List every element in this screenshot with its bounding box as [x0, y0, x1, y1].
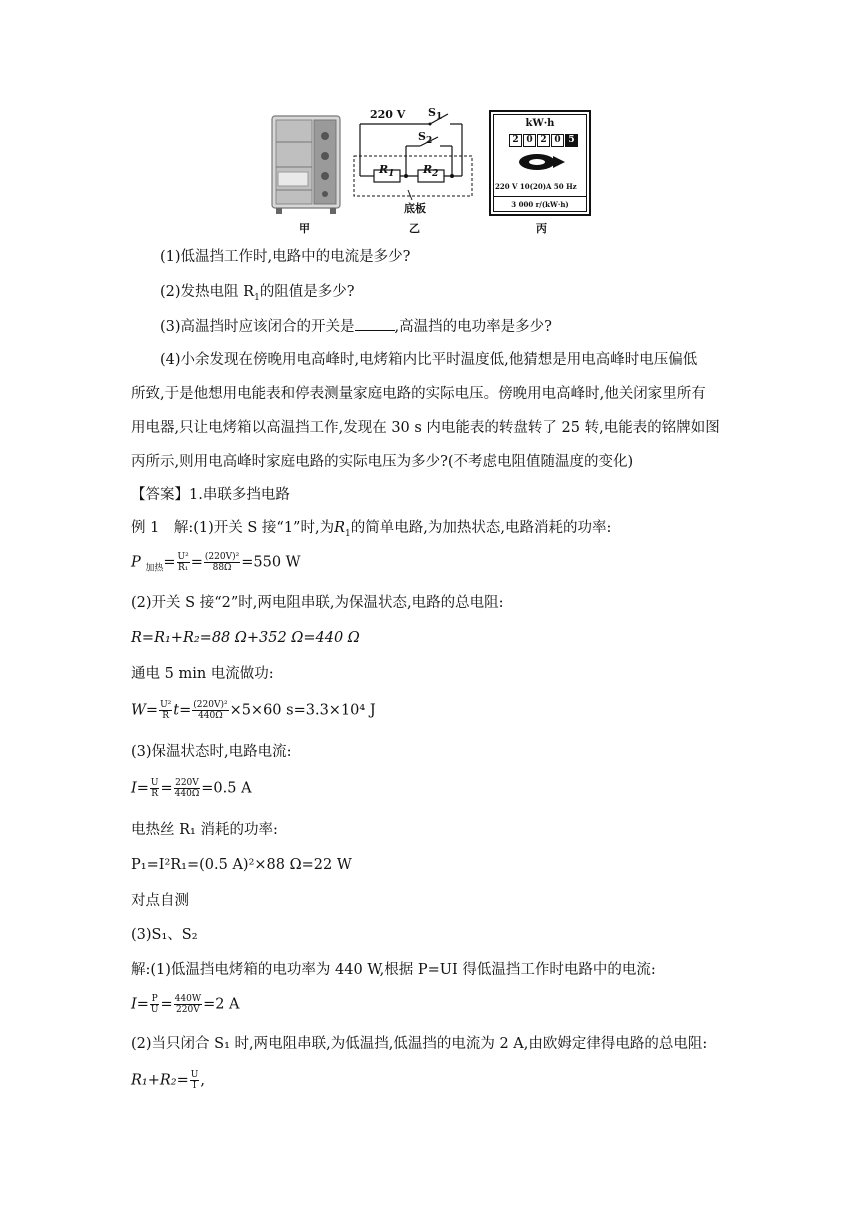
question-4-line-1: (4)小余发现在傍晚用电高峰时,电烤箱内比平时温度低,他猜想是用电高峰时电压偏低	[160, 352, 698, 368]
current-formula: I= $\frac{U}{R}$ = $\frac{220V}{440\Omega}$ =0.5 A	[131, 778, 252, 799]
heating-power-formula: P $_{加热}$= $\frac{\text{U²}}{\text{R₁}}$ = $\frac{\text{(220V)²}}{88\Omega}$ =550 W	[131, 552, 301, 574]
meter-unit: kW·h	[525, 118, 555, 129]
circuit-voltage-label: 220 V	[370, 108, 406, 121]
meter-digit: 5	[565, 134, 578, 147]
resistor-r1-label: $R_1$	[379, 163, 395, 180]
total-resistance: R=R₁+R₂=88 Ω+352 Ω=440 Ω	[131, 630, 360, 646]
meter-digit: 2	[509, 134, 522, 147]
question-4-line-4: 丙所示,则用电高峰时家庭电路的实际电压为多少?(不考虑电阻值随温度的变化)	[131, 454, 634, 470]
example-1-intro: 例 1 解:(1)开关 S 接“1”时,为$R_1$的简单电路,为加热状态,电路消耗的功率:	[131, 520, 612, 539]
meter-rotor-icon	[515, 150, 567, 174]
solution-2-formula: R₁+R₂= $\frac{U}{I}$ ,	[131, 1070, 205, 1091]
question-3: (3)高温挡时应该闭合的开关是 ,高温挡的电功率是多少?	[160, 316, 552, 337]
figure-caption-yi: 乙	[409, 222, 420, 235]
oven-illustration	[268, 112, 344, 216]
meter-digit: 2	[537, 134, 550, 147]
r1-power-intro: 电热丝 R₁ 消耗的功率:	[131, 822, 278, 838]
figure-row	[0, 106, 860, 238]
base-plate-label: 底板	[404, 202, 426, 215]
resistor-r2-label: $R_2$	[423, 163, 439, 180]
figure-caption-jia: 甲	[299, 222, 310, 235]
question-1: (1)低温挡工作时,电路中的电流是多少?	[160, 249, 411, 265]
self-test-answer-3: (3)S₁、S₂	[131, 927, 198, 943]
answer-heading: 【答案】1.串联多挡电路	[131, 487, 290, 503]
meter-digits	[509, 134, 578, 147]
meter-rating: 220 V 10(20)A 50 Hz	[495, 182, 577, 191]
switch-s2-label: $S_2$	[418, 130, 433, 147]
question-4-line-2: 所致,于是他想用电能表和停表测量家庭电路的实际电压。傍晚用电高峰时,他关闭家里所有	[131, 386, 706, 402]
solution-2: (2)当只闭合 S₁ 时,两电阻串联,为低温挡,低温挡的电流为 2 A,由欧姆定律得电路的总电阻:	[131, 1036, 708, 1052]
r1-power-formula: P₁=I²R₁=(0.5 A)²×88 Ω=22 W	[131, 857, 352, 873]
meter-digit: 0	[551, 134, 564, 147]
self-test-heading: 对点自测	[131, 893, 189, 909]
switch-s1-label: $S_1$	[428, 106, 443, 123]
part-3-intro: (3)保温状态时,电路电流:	[131, 744, 292, 760]
solution-1-formula: I= $\frac{P}{U}$ = $\frac{440W}{220V}$ =2 A	[131, 994, 240, 1015]
question-4-line-3: 用电器,只让电烤箱以高温挡工作,发现在 30 s 内电能表的转盘转了 25 转,电能表的铭牌如图	[131, 420, 720, 436]
work-formula: W= $\frac{\text{U²}}{R}$ t= $\frac{\text{(220V)²}}{440\Omega}$ ×5×60 s=3.3×10⁴ J	[131, 700, 376, 721]
energy-meter	[489, 110, 591, 216]
figure-caption-bing: 丙	[536, 222, 547, 235]
question-2: (2)发热电阻 $R_1$的阻值是多少?	[160, 284, 355, 303]
work-intro: 通电 5 min 电流做功:	[131, 666, 274, 682]
part-2-intro: (2)开关 S 接“2”时,两电阻串联,为保温状态,电路的总电阻:	[131, 595, 504, 611]
solution-1: 解:(1)低温挡电烤箱的电功率为 440 W,根据 P=UI 得低温挡工作时电路中的电流:	[131, 962, 656, 978]
meter-revolutions: 3 000 r/(kW·h)	[511, 200, 569, 209]
meter-digit: 0	[523, 134, 536, 147]
answer-blank	[355, 316, 395, 331]
